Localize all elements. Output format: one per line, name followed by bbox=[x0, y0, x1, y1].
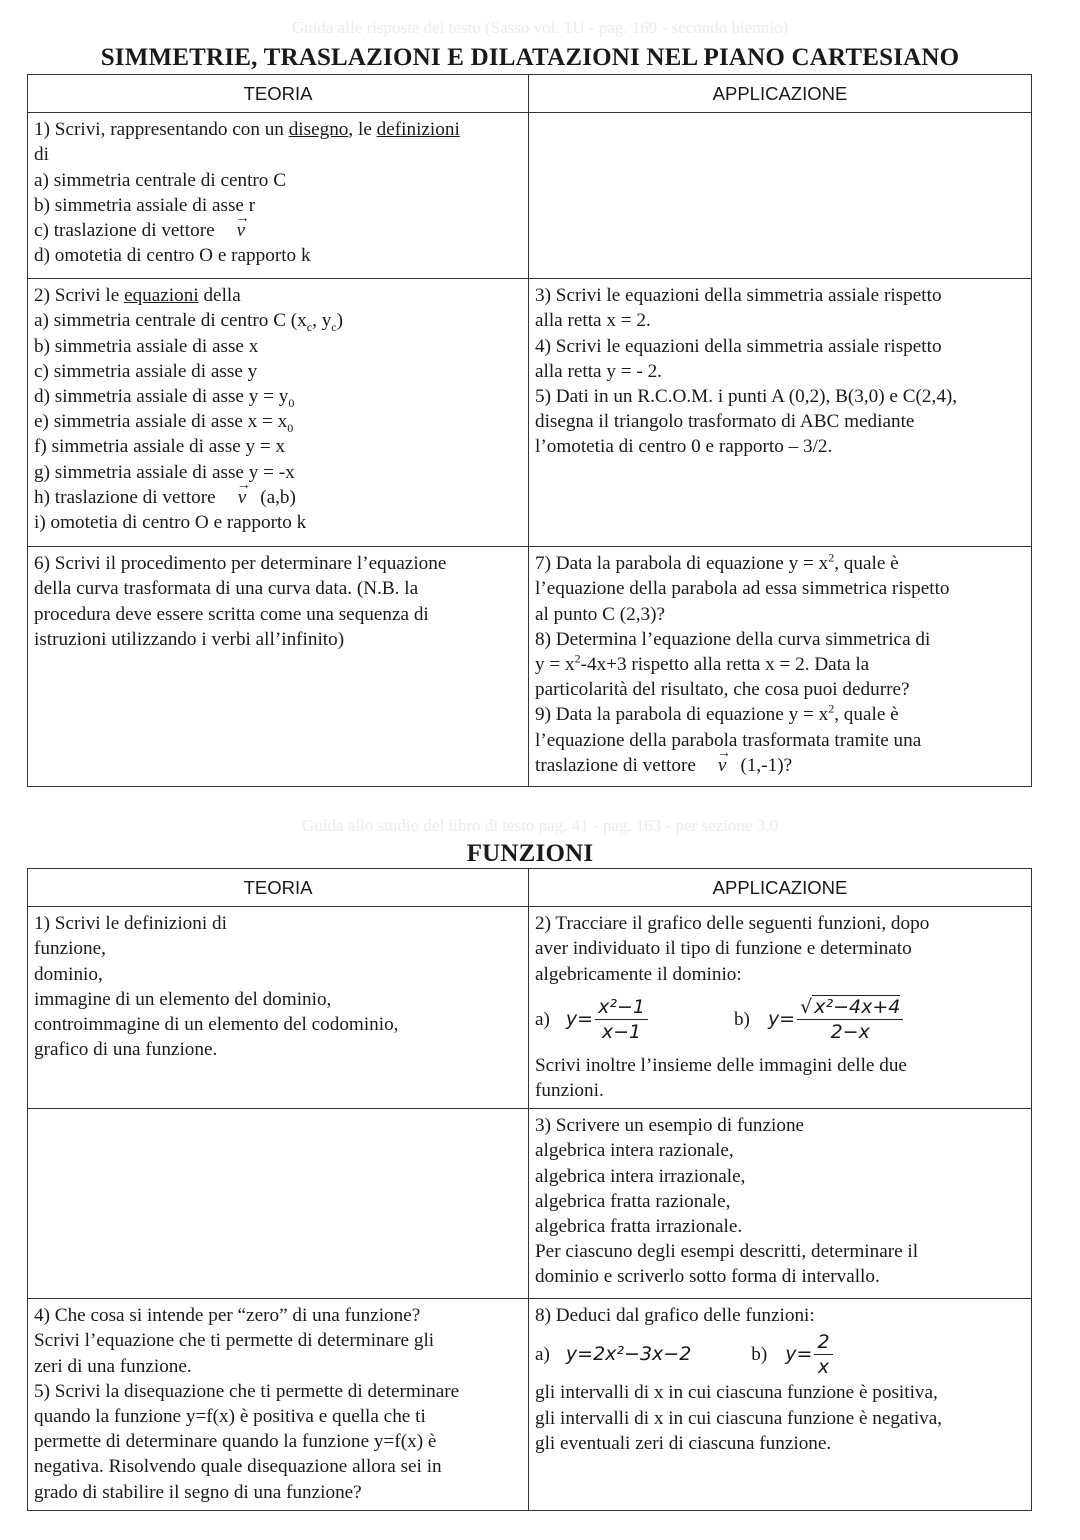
formula-row-8: a) y=2x²−3x−2 b) y= $\frac{2}{x}$ bbox=[535, 1328, 1025, 1380]
section1-title: SIMMETRIE, TRASLAZIONI E DILATAZIONI NEL PIANO CARTESIANO bbox=[100, 44, 960, 71]
s2-r2-teoria bbox=[28, 1109, 529, 1299]
s2-r1-applicazione: 2) Tracciare il grafico delle seguenti funzioni, dopo aver individuato il tipo di funzione e determinato algebricamente il dominio: a) y= $\frac{\text{x²−1}}{x-1}$ b) y= $\frac{\text{√ x²−4x+4}}{2-x}$ Scrivi inoltre l’insieme delle immagini delle due funzioni. bbox=[529, 907, 1032, 1109]
faint-mid-header: Guida allo studio del libro di testo pag. 41 - pag. 163 - per sezione 3.0 bbox=[302, 816, 778, 835]
faint-header: Guida alle risposte del testo (Sasso vol. 1U - pag. 169 - secondo biennio) bbox=[291, 18, 789, 37]
formula-row-2: a) y= $\frac{\text{x²−1}}{x-1}$ b) y= $\frac{\text{√ x²−4x+4}}{2-x}$ bbox=[535, 987, 1025, 1053]
s1-r2-applicazione: 3) Scrivi le equazioni della simmetria assiale rispetto alla retta x = 2. 4) Scrivi le equazioni della simmetria assiale rispetto alla retta y = - 2. 5) Dati in un R.C.O.M. i punti A (0,2), B(3,0) e C(2,4), disegna il triangolo trasformato di ABC mediante l’omotetia di centro 0 e rapporto – 3/2. bbox=[529, 279, 1032, 547]
s2-r3-teoria: 4) Che cosa si intende per “zero” di una funzione? Scrivi l’equazione che ti permette di determinare gli zeri di una funzione. 5) Scrivi la disequazione che ti permette di determinare quando la funzione y=f(x) è positiva e quella che ti permette di determinare quando la funzione y=f(x) è negativa. Risolvendo quale disequazione allora sei in grado di stabilire il segno di una funzione? bbox=[28, 1299, 529, 1511]
header-teoria: TEORIA bbox=[28, 75, 529, 113]
s1-r2-teoria: 2) Scrivi le equazioni della a) simmetria centrale di centro C ($x_c$, $y_c$) b) simmetria assiale di asse x c) simmetria assiale di asse y d) simmetria assiale di asse $y = y_0$ e) simmetria assiale di asse $x = x_0$ f) simmetria assiale di asse y = x g) simmetria assiale di asse y = -x h) traslazione di vettore→ v (a,b) i) omotetia di centro O e rapporto k bbox=[28, 279, 529, 547]
vector-v-symbol: → v bbox=[238, 485, 247, 510]
fraction-a: $\frac{\text{x²−1}}{x-1}$ bbox=[595, 995, 648, 1044]
section2-title: FUNZIONI bbox=[466, 840, 594, 867]
fraction-2-over-x: $\frac{2}{x}$ bbox=[814, 1330, 832, 1379]
s2-r2-applicazione: 3) Scrivere un esempio di funzione algebrica intera razionale, algebrica intera irrazionale, algebrica fratta razionale, algebrica fratta irrazionale. Per ciascuno degli esempi descritti, determinare il dominio e scriverlo sotto forma di intervallo. bbox=[529, 1109, 1032, 1299]
header-applicazione: APPLICAZIONE bbox=[529, 869, 1032, 907]
fraction-b: $\frac{\text{√ x²−4x+4}}{2-x}$ bbox=[797, 995, 903, 1044]
s1-r1-teoria: 1) Scrivi, rappresentando con un disegno, le definizioni di a) simmetria centrale di centro C b) simmetria assiale di asse r c) traslazione di vettore→ v d) omotetia di centro O e rapporto k bbox=[28, 113, 529, 279]
header-applicazione: APPLICAZIONE bbox=[529, 75, 1032, 113]
header-teoria: TEORIA bbox=[28, 869, 529, 907]
s2-r3-applicazione: 8) Deduci dal grafico delle funzioni: a) y=2x²−3x−2 b) y= $\frac{2}{x}$ gli intervalli di x in cui ciascuna funzione è positiva, gli intervalli di x in cui ciascuna funzione è negativa, gli eventuali zeri di ciascuna funzione. bbox=[529, 1299, 1032, 1511]
s1-r3-applicazione: 7) Data la parabola di equazione $y = x^2$, quale è l’equazione della parabola ad essa simmetrica rispetto al punto C (2,3)? 8) Determina l’equazione della curva simmetrica di $y = x^2-4x+3$ rispetto alla retta x = 2. Data la particolarità del risultato, che cosa puoi dedurre? 9) Data la parabola di equazione $y = x^2$, quale è l’equazione della parabola trasformata tramite una traslazione di vettore→ v (1,-1)? bbox=[529, 547, 1032, 787]
section2-table bbox=[27, 868, 1032, 1511]
vector-v-symbol: → v bbox=[237, 218, 246, 243]
vector-v-symbol: → v bbox=[718, 753, 727, 778]
s1-r1-applicazione bbox=[529, 113, 1032, 279]
s1-r3-teoria: 6) Scrivi il procedimento per determinare l’equazione della curva trasformata di una curva data. (N.B. la procedura deve essere scritta come una sequenza di istruzioni utilizzando i verbi all’infinito) bbox=[28, 547, 529, 787]
section1-table bbox=[27, 74, 1032, 787]
s2-r1-teoria: 1) Scrivi le definizioni di funzione, dominio, immagine di un elemento del dominio, controimmagine di un elemento del codominio, grafico di una funzione. bbox=[28, 907, 529, 1109]
sqrt-radicand: x²−4x+4 bbox=[814, 996, 901, 1019]
